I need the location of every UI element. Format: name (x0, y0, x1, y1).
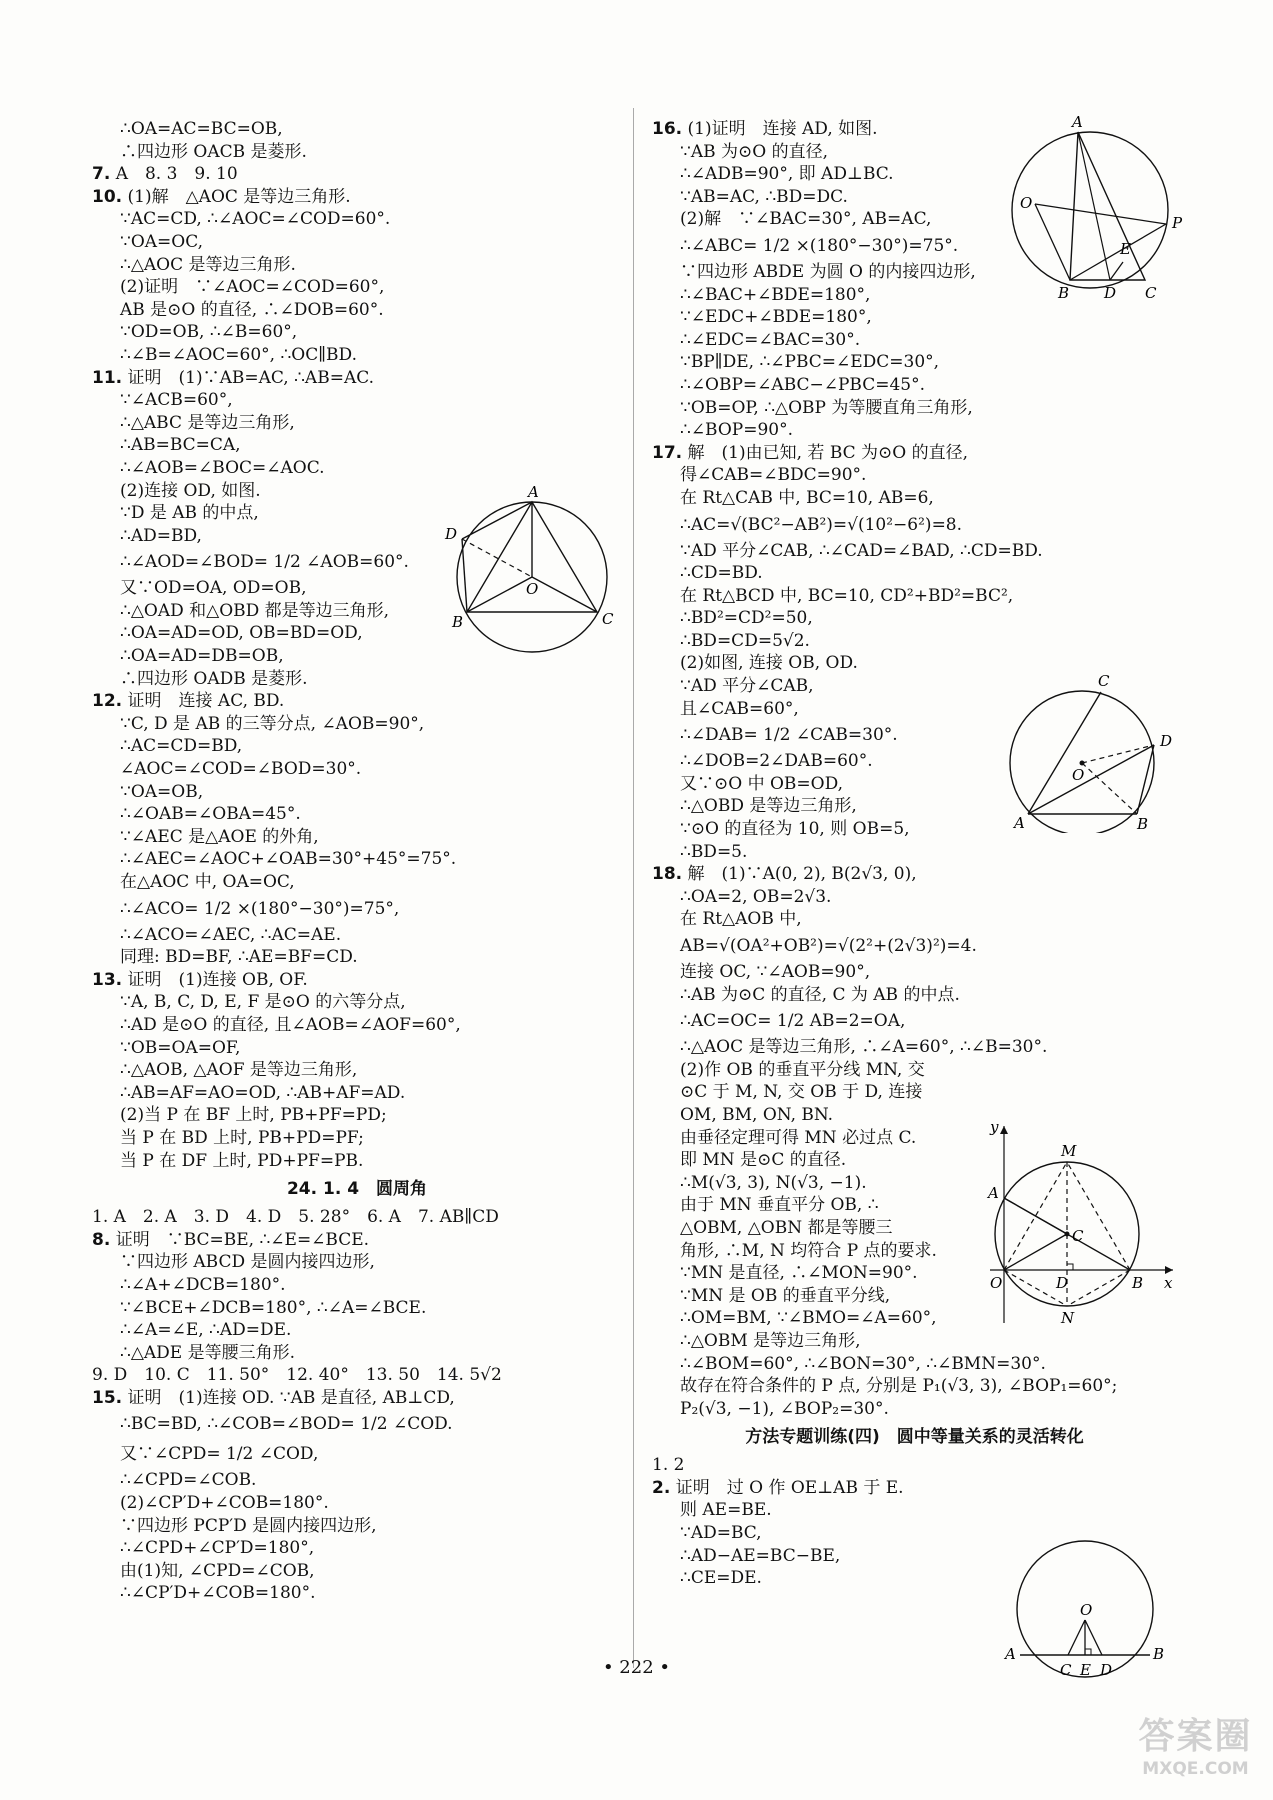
line-text: ∴四边形 OACB 是菱形. (120, 141, 307, 162)
label-a: A (1014, 814, 1025, 832)
text-line (92, 1439, 622, 1469)
text-line (92, 781, 622, 804)
text-line (652, 961, 1177, 984)
line-text: ∴∠ACO=∠AEC, ∴AC=AE. (120, 924, 342, 945)
text-line (92, 1297, 622, 1320)
text-line (652, 510, 1177, 540)
text-line (92, 118, 622, 141)
text-line (652, 1375, 1177, 1398)
text-line (92, 276, 622, 299)
line-text: ∵OD=OB, ∴∠B=60°, (120, 322, 298, 343)
label-c: C (1072, 1227, 1084, 1245)
line-text: ∵∠ACB=60°, (120, 390, 233, 411)
line-text: 1. 2 (652, 1455, 685, 1476)
left-column (92, 118, 622, 1605)
line-text: ∠AOC=∠COD=∠BOD=30°. (120, 759, 362, 780)
text-line (92, 254, 622, 277)
problem-number: 13. (92, 969, 123, 990)
problem-number: 18. (652, 864, 683, 885)
line-text: 当 P 在 DF 上时, PD+PF=PB. (120, 1150, 364, 1171)
line-text: (2)证明 ∵∠AOC=∠COD=60°, (120, 277, 385, 298)
line-text: (2)如图, 连接 OB, OD. (680, 653, 858, 674)
label-d: D (1160, 732, 1173, 750)
text-line (92, 231, 622, 254)
text-line (652, 585, 1177, 608)
text-line (652, 1477, 1177, 1500)
text-line (652, 1499, 1177, 1522)
text-line (92, 1127, 622, 1150)
text-line (92, 1037, 622, 1060)
text-line (652, 1454, 1177, 1477)
text-line (92, 1582, 622, 1605)
line-text: ∵AD 平分∠CAB, ∴∠CAD=∠BAD, ∴CD=BD. (680, 540, 1043, 561)
line-text: (2)∠CP′D+∠COB=180°. (120, 1493, 329, 1514)
line-text: 则 AE=BE. (680, 1500, 772, 1521)
text-line (652, 351, 1177, 374)
text-line (92, 735, 622, 758)
line-text: ∴△OBM 是等边三角形, (680, 1330, 861, 1351)
text-line (92, 946, 622, 969)
line-text: 在△AOC 中, OA=OC, (120, 872, 295, 892)
problem-number: 17. (652, 442, 683, 463)
line-text: ∴∠AOD=∠BOD= 1/2 ∠AOB=60°. (120, 552, 409, 573)
text-line (92, 1492, 622, 1515)
line-text: (1)解 △AOC 是等边三角形. (127, 186, 351, 207)
watermark-logo (1128, 1716, 1263, 1786)
line-text: ∴∠OAB=∠OBA=45°. (120, 804, 301, 825)
text-line (92, 924, 622, 947)
line-text: ∴BD=5. (680, 841, 748, 862)
text-line (652, 630, 1177, 653)
line-text: ∴∠EDC=∠BAC=30°. (680, 329, 861, 350)
line-text: 证明 ∵BC=BE, ∴∠E=∠BCE. (115, 1229, 370, 1250)
text-line (92, 434, 622, 457)
text-line (652, 1398, 1177, 1421)
line-text: ∵BP∥DE, ∴∠PBC=∠EDC=30°, (680, 352, 940, 373)
text-line (92, 299, 622, 322)
figure-problem-18 (968, 1118, 1178, 1328)
problem-number: 2. (652, 1477, 671, 1498)
label-b: B (1132, 1274, 1144, 1292)
line-text: 1. A 2. A 3. D 4. D 5. 28° 6. A 7. AB∥CD (92, 1207, 499, 1228)
line-text: P₂(√3, −1), ∠BOP₂=30°. (680, 1398, 889, 1419)
label-b: B (1153, 1645, 1165, 1663)
text-line (92, 1469, 622, 1492)
line-text: A 8. 3 9. 10 (115, 164, 238, 185)
line-text: ∴BD²=CD²=50, (680, 608, 813, 629)
line-text: ∵∠AEC 是△AOE 的外角, (120, 826, 319, 847)
text-line (92, 163, 622, 186)
line-text: ∴AD−AE=BC−BE, (680, 1545, 841, 1566)
line-text: ∴AC=CD=BD, (120, 736, 243, 757)
text-line (652, 863, 1177, 886)
label-a: A (1072, 113, 1083, 131)
line-text: 证明 (1)连接 OD. ∵AB 是直径, AB⊥CD, (127, 1387, 455, 1408)
line-text: ∴CD=BD. (680, 563, 763, 584)
text-line (92, 991, 622, 1014)
line-text: ∴AD 是⊙O 的直径, 且∠AOB=∠AOF=60°, (120, 1014, 461, 1035)
text-line (92, 1342, 622, 1365)
line-text: 解 (1)∵A(0, 2), B(2√3, 0), (687, 864, 917, 885)
section-heading: 24. 1. 4 圆周角 (286, 1179, 428, 1200)
text-line (92, 1409, 622, 1439)
line-text: 由垂径定理可得 MN 必过点 C. (680, 1127, 917, 1148)
label-e: E (1120, 240, 1131, 258)
line-text: ∵AB=AC, ∴BD=DC. (680, 186, 848, 207)
label-d: D (1056, 1274, 1069, 1292)
text-line (92, 389, 622, 412)
text-line (92, 871, 622, 894)
line-text: ∴四边形 OADB 是菱形. (120, 668, 308, 689)
line-text: 又∵OD=OA, OD=OB, (120, 578, 307, 599)
label-b: B (1058, 284, 1070, 302)
text-line (652, 607, 1177, 630)
line-text: ∴OA=2, OB=2√3. (680, 886, 832, 907)
line-text: ∵∠EDC+∠BDE=180°, (680, 307, 872, 328)
text-line (652, 540, 1177, 563)
line-text: 证明 (1)连接 OB, OF. (127, 969, 308, 990)
line-text: ∴△AOC 是等边三角形. (120, 254, 296, 275)
problem-number: 12. (92, 691, 123, 712)
text-line (92, 141, 622, 164)
text-line (92, 1014, 622, 1037)
line-text: ∴∠CPD+∠CP′D=180°, (120, 1538, 315, 1559)
line-text: ∴AB 为⊙C 的直径, C 为 AB 的中点. (680, 984, 960, 1005)
line-text: ∴AB=AF=AO=OD, ∴AB+AF=AD. (120, 1082, 406, 1103)
line-text: ∴AC=OC= 1/2 AB=2=OA, (680, 1011, 906, 1032)
line-text: 又∵∠CPD= 1/2 ∠COD, (120, 1444, 319, 1465)
line-text: ∴∠BOP=90°. (680, 420, 794, 441)
line-text: 即 MN 是⊙C 的直径. (680, 1150, 847, 1171)
line-text: 解 (1)由已知, 若 BC 为⊙O 的直径, (687, 442, 969, 463)
line-text: ∵AB 为⊙O 的直径, (680, 141, 828, 162)
line-text: ∴AC=√(BC²−AB²)=√(10²−6²)=8. (680, 514, 963, 535)
text-line (92, 758, 622, 781)
line-text: ∴OM=BM, ∵∠BMO=∠A=60°, (680, 1308, 937, 1329)
line-text: 同理: BD=BF, ∴AE=BF=CD. (120, 947, 358, 968)
label-c: C (1145, 284, 1157, 302)
text-line (92, 848, 622, 871)
label-b: B (1137, 815, 1149, 833)
label-d: D (1104, 284, 1117, 302)
text-line (652, 841, 1177, 864)
line-text: ∴△AOB, △AOF 是等边三角形, (120, 1060, 358, 1081)
line-text: ∵四边形 ABCD 是圆内接四边形, (120, 1252, 375, 1273)
figure-problem-11 (440, 482, 630, 667)
line-text: ∴∠ACO= 1/2 ×(180°−30°)=75°, (120, 898, 400, 919)
line-text: ∴△ABC 是等边三角形, (120, 412, 295, 433)
label-o: O (990, 1274, 1003, 1292)
line-text: ∵四边形 ABDE 为圆 O 的内接四边形, (680, 261, 976, 282)
problem-number: 10. (92, 186, 123, 207)
line-text: AB 是⊙O 的直径, ∴∠DOB=60°. (120, 299, 384, 320)
text-line (92, 186, 622, 209)
line-text: ∴∠BOM=60°, ∴∠BON=30°, ∴∠BMN=30°. (680, 1353, 1046, 1374)
text-line (92, 713, 622, 736)
problem-number: 15. (92, 1387, 123, 1408)
line-text: 在 Rt△AOB 中, (680, 909, 802, 930)
text-line (92, 208, 622, 231)
label-c: C (1060, 1661, 1072, 1679)
label-e: E (1080, 1661, 1091, 1679)
line-text: ∵OA=OC, (120, 231, 204, 252)
text-line (652, 1353, 1177, 1376)
line-text: ∴∠OBP=∠ABC−∠PBC=45°. (680, 374, 926, 395)
line-text: 得∠CAB=∠BDC=90°. (680, 465, 867, 486)
line-text: ∴AD=BD, (120, 525, 202, 546)
line-text: 角形, ∴M, N 均符合 P 点的要求. (680, 1240, 937, 1261)
line-text: ∴OA=AC=BC=OB, (120, 119, 283, 139)
line-text: 又∵⊙O 中 OB=OD, (680, 773, 844, 794)
text-line (92, 344, 622, 367)
text-line (92, 969, 622, 992)
label-p: P (1172, 214, 1183, 232)
line-text: 在 Rt△BCD 中, BC=10, CD²+BD²=BC², (680, 585, 1014, 606)
problem-number: 7. (92, 164, 111, 185)
text-line (652, 1059, 1177, 1082)
line-text: ∵D 是 AB 的中点, (120, 503, 259, 524)
text-line (92, 1150, 622, 1173)
line-text: 连接 OC, ∵∠AOB=90°, (680, 962, 871, 982)
line-text: 9. D 10. C 11. 50° 12. 40° 13. 50 14. 5√2 (92, 1365, 502, 1386)
line-text: ∴∠CPD=∠COB. (120, 1470, 257, 1491)
line-text: (2)作 OB 的垂直平分线 MN, 交 (680, 1059, 925, 1080)
text-line (92, 690, 622, 713)
text-line (92, 1537, 622, 1560)
figure-problem-17 (1000, 668, 1185, 833)
line-text: ∴BD=CD=5√2. (680, 630, 810, 651)
line-text: ∵OB=OA=OF, (120, 1037, 241, 1058)
text-line (92, 1319, 622, 1342)
problem-number: 8. (92, 1229, 111, 1250)
line-text: ∴BC=BD, ∴∠COB=∠BOD= 1/2 ∠COD. (120, 1414, 453, 1435)
label-c: C (1098, 672, 1110, 690)
text-line (652, 908, 1177, 931)
text-line (92, 1206, 622, 1229)
column-divider (633, 108, 634, 1668)
text-line (92, 1229, 622, 1252)
text-line (652, 442, 1177, 465)
watermark-url: MXQE.COM (1142, 1759, 1249, 1779)
line-text: OM, BM, ON, BN. (680, 1104, 834, 1125)
line-text: 证明 (1)∵AB=AC, ∴AB=AC. (127, 367, 375, 388)
label-o: O (526, 580, 539, 598)
line-text: (2)解 ∵∠BAC=30°, AB=AC, (680, 209, 932, 230)
line-text: ∵∠BCE+∠DCB=180°, ∴∠A=∠BCE. (120, 1297, 427, 1318)
line-text: ∴∠DAB= 1/2 ∠CAB=30°. (680, 725, 898, 746)
line-text: ∵OA=OB, (120, 781, 204, 802)
line-text: ∵A, B, C, D, E, F 是⊙O 的六等分点, (120, 992, 406, 1013)
text-line (92, 894, 622, 924)
line-text: ∴∠ABC= 1/2 ×(180°−30°)=75°. (680, 235, 959, 256)
line-text: ∴∠BAC+∠BDE=180°, (680, 284, 871, 305)
label-n: N (1061, 1309, 1075, 1327)
label-o: O (1072, 766, 1085, 784)
text-line (92, 1274, 622, 1297)
line-text: ∴∠DOB=2∠DAB=60°. (680, 751, 873, 772)
text-line (652, 374, 1177, 397)
text-line (652, 984, 1177, 1007)
line-text: ∴△ADE 是等腰三角形. (120, 1342, 296, 1363)
line-text: ∴∠AOB=∠BOC=∠AOC. (120, 457, 325, 478)
text-line (652, 562, 1177, 585)
line-text: 且∠CAB=60°, (680, 698, 799, 719)
line-text: ∴∠B=∠AOC=60°, ∴OC∥BD. (120, 344, 357, 365)
label-o: O (1080, 1601, 1093, 1619)
line-text: ∴OA=AD=OD, OB=BD=OD, (120, 623, 363, 644)
line-text: 由(1)知, ∠CPD=∠COB, (120, 1560, 315, 1581)
line-text: 故存在符合条件的 P 点, 分别是 P₁(√3, 3), ∠BOP₁=60°; (680, 1376, 1118, 1397)
line-text: 由于 MN 垂直平分 OB, ∴ (680, 1195, 879, 1216)
text-line (92, 412, 622, 435)
label-a: A (528, 483, 539, 501)
text-line (652, 1081, 1177, 1104)
line-text: ∴△OAD 和△OBD 都是等边三角形, (120, 600, 390, 621)
text-line (92, 1104, 622, 1127)
line-text: ∴∠ADB=90°, 即 AD⊥BC. (680, 164, 894, 185)
line-text: ∵C, D 是 AB 的三等分点, ∠AOB=90°, (120, 713, 425, 734)
line-text: ∵⊙O 的直径为 10, 则 OB=5, (680, 819, 910, 840)
line-text: ∵AD=BC, (680, 1523, 762, 1544)
label-c: C (602, 610, 614, 628)
text-line (92, 1387, 622, 1410)
line-text: △OBM, △OBN 都是等腰三 (680, 1217, 893, 1238)
line-text: ⊙C 于 M, N, 交 OB 于 D, 连接 (680, 1082, 923, 1103)
line-text: ∴∠A=∠E, ∴AD=DE. (120, 1320, 292, 1341)
text-line (652, 397, 1177, 420)
line-text: ∴∠A+∠DCB=180°. (120, 1274, 286, 1295)
text-line (652, 487, 1177, 510)
line-text: ∴△AOC 是等边三角形, ∴∠A=60°, ∴∠B=30°. (680, 1037, 1048, 1058)
watermark-title: 答案圈 (1138, 1716, 1253, 1757)
label-o: O (1020, 194, 1033, 212)
line-text: (2)当 P 在 BF 上时, PB+PF=PD; (120, 1105, 387, 1126)
label-x: x (1164, 1274, 1173, 1292)
problem-number: 11. (92, 367, 123, 388)
text-line (92, 1364, 622, 1387)
line-text: (2)连接 OD, 如图. (120, 480, 261, 501)
text-line (92, 367, 622, 390)
text-line (652, 419, 1177, 442)
text-line (652, 329, 1177, 352)
text-line (652, 464, 1177, 487)
text-line (92, 1251, 622, 1274)
line-text: ∵MN 是 OB 的垂直平分线, (680, 1285, 891, 1306)
text-line (92, 668, 622, 691)
line-text: ∴∠CP′D+∠COB=180°. (120, 1583, 316, 1604)
text-line (92, 457, 622, 480)
line-text: ∴AB=BC=CA, (120, 435, 241, 456)
problem-number: 16. (652, 119, 683, 139)
line-text: ∴OA=AD=DB=OB, (120, 646, 284, 667)
line-text: ∵AC=CD, ∴∠AOC=∠COD=60°. (120, 209, 391, 230)
label-m: M (1061, 1142, 1077, 1160)
line-text: ∴∠AEC=∠AOC+∠OAB=30°+45°=75°. (120, 849, 457, 870)
text-line (92, 321, 622, 344)
line-text: ∵MN 是直径, ∴∠MON=90°. (680, 1263, 918, 1284)
line-text: (1)证明 连接 AD, 如图. (687, 119, 878, 139)
line-text: 在 Rt△CAB 中, BC=10, AB=6, (680, 487, 934, 508)
label-b: B (452, 613, 464, 631)
line-text: 证明 连接 AC, BD. (127, 691, 285, 712)
label-a: A (988, 1184, 999, 1202)
right-column (652, 118, 1177, 1590)
line-text: ∵AD 平分∠CAB, (680, 676, 814, 697)
line-text: ∴M(√3, 3), N(√3, −1). (680, 1172, 867, 1193)
label-d: D (1100, 1661, 1113, 1679)
line-text: ∴△OBD 是等边三角形, (680, 796, 857, 817)
line-text: 证明 过 O 作 OE⊥AB 于 E. (675, 1477, 904, 1498)
text-line (652, 1006, 1177, 1036)
page-number: • 222 • (602, 1657, 671, 1678)
text-line (92, 1560, 622, 1583)
text-line (652, 1036, 1177, 1059)
text-line (92, 1082, 622, 1105)
line-text: 当 P 在 BD 上时, PB+PD=PF; (120, 1127, 364, 1148)
text-line (652, 886, 1177, 909)
label-a: A (1005, 1645, 1016, 1663)
label-d: D (445, 525, 458, 543)
text-line (652, 931, 1177, 961)
line-text: AB=√(OA²+OB²)=√(2²+(2√3)²)=4. (680, 936, 977, 956)
text-line (92, 803, 622, 826)
text-line (92, 826, 622, 849)
text-line (652, 1330, 1177, 1353)
label-y: y (990, 1118, 999, 1136)
line-text: ∴CE=DE. (680, 1568, 762, 1589)
section-heading: 方法专题训练(四) 圆中等量关系的灵活转化 (745, 1427, 1084, 1448)
figure-problem-16 (1000, 112, 1190, 302)
text-line (92, 1515, 622, 1538)
text-line (92, 1059, 622, 1082)
line-text: ∵OB=OP, ∴△OBP 为等腰直角三角形, (680, 397, 973, 418)
text-line (652, 306, 1177, 329)
line-text: ∵四边形 PCP′D 是圆内接四边形, (120, 1515, 377, 1536)
